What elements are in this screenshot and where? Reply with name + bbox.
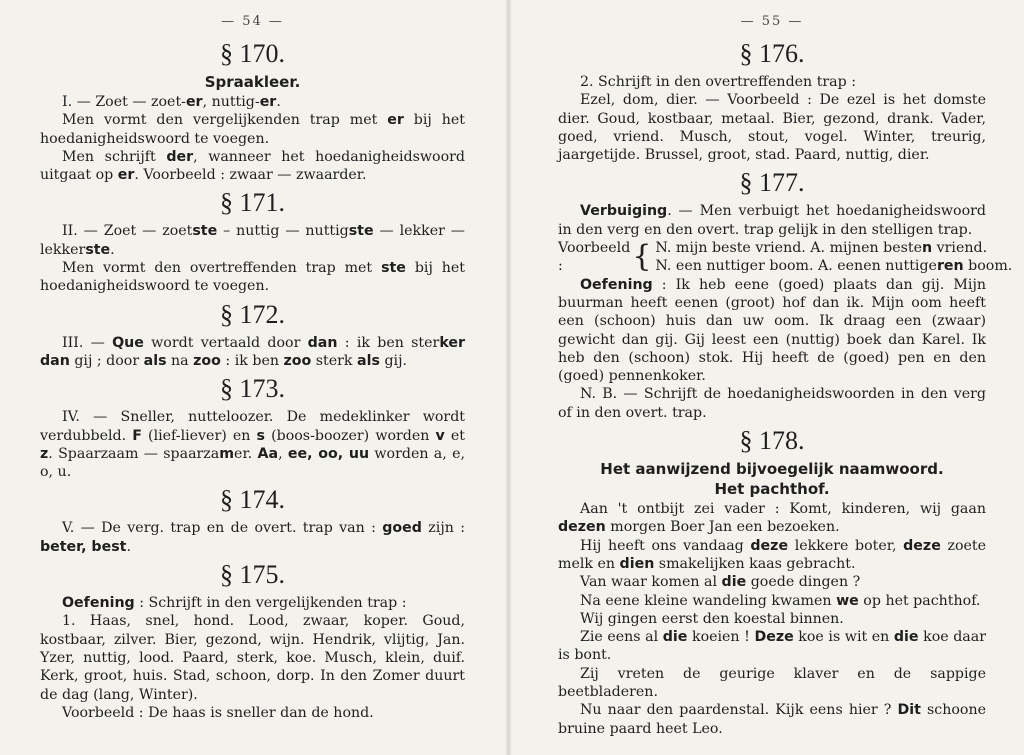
paragraph: I. — Zoet — zoet-er, nuttig-er. bbox=[62, 94, 281, 110]
section-heading: Het aanwijzend bijvoegelijk naamwoord. bbox=[600, 460, 944, 479]
paragraph: Hij heeft ons vandaag deze lekkere boter, deze zoete melk en dien smakelijken kaas gebracht. bbox=[558, 537, 986, 572]
section-title: § 172. bbox=[220, 299, 285, 329]
paragraph: Van waar komen al die goede dingen ? bbox=[580, 574, 861, 591]
paragraph: N. B. — Schrijft de hoedanigheidswoorden in den verg of in den overt. trap. bbox=[558, 386, 986, 421]
section-title: § 177. bbox=[739, 168, 805, 198]
section-title: § 174. bbox=[220, 485, 285, 515]
left-page bbox=[0, 0, 505, 755]
section-title: § 178. bbox=[739, 426, 805, 456]
page-number: — 54 — bbox=[221, 14, 284, 29]
paragraph: III. — Que wordt vertaald door dan : ik ben sterker dan gij ; door als na zoo : ik ben zoo sterk als gij. bbox=[40, 334, 465, 369]
paragraph: Aan 't ontbijt zei vader : Komt, kinderen, wij gaan dezen morgen Boer Jan een bezoeken. bbox=[558, 501, 986, 536]
paragraph: Oefening : Ik heb eene (goed) plaats dan gij. Mijn buurman heeft eenen (groot) hof dan ik. Mijn oom heeft een (schoon) huis dan uw oom. Ik draag een (zwaar) gewicht dan gij. Gij leest een (nuttig) boek dan Karel. Ik heb den (schoon) stok. Hij heeft de (goed) pen en den (goed) pennenkoker. bbox=[558, 276, 986, 385]
paragraph: Men vormt den overtreffenden trap met ste bij het hoedanigheidswoord te voegen. bbox=[40, 260, 465, 295]
paragraph: Oefening : Schrijft in den vergelijkenden trap : bbox=[62, 595, 407, 612]
paragraph: Na eene kleine wandeling kwamen we op het pachthof. bbox=[580, 592, 981, 609]
paragraph: Nu naar den paardenstal. Kijk eens hier ? Dit schoone bruine paard heet Leo. bbox=[558, 702, 986, 737]
example-block bbox=[558, 239, 1013, 276]
paragraph: Men schrijft der, wanneer het hoedanigheidswoord uitgaat op er. Voorbeeld : zwaar — zwaarder. bbox=[40, 148, 465, 184]
section-title: § 171. bbox=[220, 188, 285, 218]
paragraph: Voorbeeld : De haas is sneller dan de hond. bbox=[62, 704, 374, 721]
page-number: — 55 — bbox=[740, 14, 804, 29]
paragraph: 1. Haas, snel, hond. Lood, zwaar, koper. Goud, kostbaar, zilver. Bier, gezond, wijn. Hendrik, vlijtig, Jan. Yzer, nuttig, lood. Paard, sterk, koe. Musch, klein, duif. Kerk, groot, huis. Stad, schoon, dorp. In den Zomer duurt de dag (lang, Winter). bbox=[40, 613, 465, 703]
paragraph: 2. Schrijft in den overtreffenden trap : bbox=[580, 74, 857, 90]
example-line: N. mijn beste vriend. A. mijnen besten vriend. bbox=[655, 240, 988, 257]
paragraph: Wij gingen eerst den koestal binnen. bbox=[580, 610, 844, 627]
section-title: § 175. bbox=[220, 560, 285, 590]
paragraph: V. — De verg. trap en de overt. trap van : goed zijn : beter, best. bbox=[40, 520, 465, 555]
paragraph: II. — Zoet — zoetste – nuttig — nuttigste — lekker — lekkerste. bbox=[40, 223, 465, 258]
section-title: § 176. bbox=[739, 39, 805, 68]
right-page bbox=[512, 0, 1024, 755]
brace-icon: { bbox=[632, 239, 652, 275]
paragraph: IV. — Sneller, nutteloozer. De medeklinker wordt verdubbeld. F (lief-liever) en s (boos-boozer) worden v et z. Spaarzaam — spaarzamer. Aa, ee, oo, uu worden a, e, o, u. bbox=[40, 409, 465, 481]
section-subheading: Het pachthof. bbox=[714, 480, 830, 499]
example-label: Voorbeeld : bbox=[558, 240, 631, 275]
section-title: § 170. bbox=[220, 39, 285, 68]
example-lines bbox=[655, 239, 1012, 276]
page-gutter bbox=[505, 0, 512, 755]
paragraph: Zij vreten de geurige klaver en de sappige beetbladeren. bbox=[558, 665, 986, 701]
paragraph: Zie eens al die koeien ! Deze koe is wit en die koe daar is bont. bbox=[558, 629, 986, 664]
section-title: § 173. bbox=[220, 374, 285, 404]
paragraph: Ezel, dom, dier. — Voorbeeld : De ezel is het domste dier. Goud, kostbaar, metaal. Bier, gezond, drank. Vader, goed, vriend. Musch, stout, vogel. Winter, treurig, jaargetijde. Brussel, groot, stad. Paard, nuttig, dier. bbox=[558, 92, 986, 164]
paragraph: Verbuiging. — Men verbuigt het hoedanigheidswoord in den verg en den overt. trap gelijk in den stelligen trap. bbox=[558, 203, 986, 238]
example-line: N. een nuttiger boom. A. eenen nuttigeren boom. bbox=[655, 258, 1013, 275]
section-heading: Spraakleer. bbox=[204, 73, 301, 91]
paragraph: Men vormt den vergelijkenden trap met er bij het hoedanigheidswoord te voegen. bbox=[40, 112, 465, 147]
